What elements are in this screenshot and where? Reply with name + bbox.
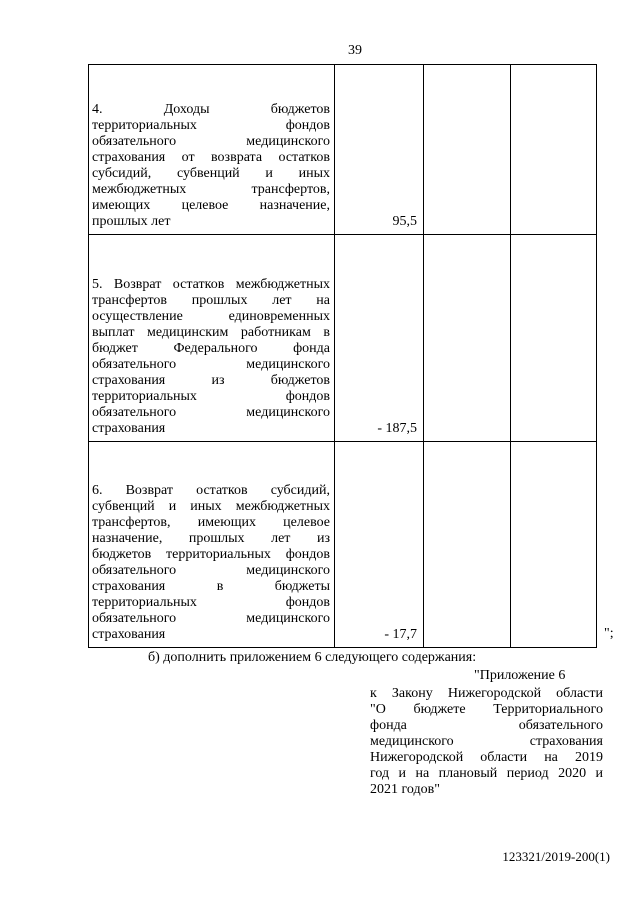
row-5-value: - 187,5	[377, 421, 417, 436]
description-line: субвенций и иных межбюджетных	[92, 499, 330, 514]
description-line: страхования	[92, 421, 166, 436]
appendix-line: "О бюджете Территориального	[370, 702, 603, 717]
table-row	[89, 442, 597, 648]
description-line: трансфертов прошлых лет на	[92, 293, 330, 308]
description-line: обязательного медицинского	[92, 357, 330, 372]
closing-mark: ";	[604, 626, 614, 641]
description-line: территориальных фондов	[92, 389, 330, 404]
description-line: обязательного медицинского	[92, 611, 330, 626]
row-6-value: - 17,7	[384, 627, 417, 642]
row-col3	[511, 442, 597, 648]
row-col3	[511, 65, 597, 235]
row-description	[89, 442, 335, 648]
description-line: 5. Возврат остатков межбюджетных	[92, 277, 330, 292]
description-line: осуществление единовременных	[92, 309, 330, 324]
row-6-text	[89, 459, 334, 647]
description-line: бюджетов территориальных фондов	[92, 547, 330, 562]
row-4-value: 95,5	[392, 214, 417, 229]
row-value	[335, 65, 424, 235]
description-line: прошлых лет	[92, 214, 171, 229]
appendix-reference	[370, 686, 603, 798]
description-line: бюджет Федерального фонда	[92, 341, 330, 356]
description-line: межбюджетных трансфертов,	[92, 182, 330, 197]
appendix-line: фонда обязательного	[370, 718, 603, 733]
appendix-line: Нижегородской области на 2019	[370, 750, 603, 765]
amendment-item-b: б) дополнить приложением 6 следующего содержания:	[148, 650, 477, 665]
description-line: обязательного медицинского	[92, 405, 330, 420]
description-line: имеющих целевое назначение,	[92, 198, 330, 213]
description-line: обязательного медицинского	[92, 563, 330, 578]
row-4-text	[89, 78, 334, 234]
description-line: субсидий, субвенций и иных	[92, 166, 330, 181]
page-number: 39	[348, 43, 362, 58]
description-line: выплат медицинским работникам в	[92, 325, 330, 340]
row-value	[335, 235, 424, 442]
description-line: территориальных фондов	[92, 595, 330, 610]
row-value	[335, 442, 424, 648]
budget-table	[88, 64, 597, 648]
description-line: трансфертов, имеющих целевое	[92, 515, 330, 530]
document-code: 123321/2019-200(1)	[502, 849, 610, 864]
row-col2	[424, 442, 511, 648]
row-description	[89, 235, 335, 442]
table-row	[89, 235, 597, 442]
appendix-line: к Закону Нижегородской области	[370, 686, 603, 701]
row-col3	[511, 235, 597, 442]
description-line: страхования в бюджеты	[92, 579, 330, 594]
appendix-line: медицинского страхования	[370, 734, 603, 749]
description-line: 4. Доходы бюджетов	[92, 102, 330, 117]
appendix-title: "Приложение 6	[474, 668, 566, 683]
appendix-line: год и на плановый период 2020 и	[370, 766, 603, 781]
row-col2	[424, 65, 511, 235]
row-5-text	[89, 253, 334, 441]
appendix-line: 2021 годов"	[370, 782, 440, 797]
description-line: страхования из бюджетов	[92, 373, 330, 388]
description-line: страхования	[92, 627, 166, 642]
row-description	[89, 65, 335, 235]
row-col2	[424, 235, 511, 442]
description-line: страхования от возврата остатков	[92, 150, 330, 165]
table-row	[89, 65, 597, 235]
description-line: территориальных фондов	[92, 118, 330, 133]
description-line: 6. Возврат остатков субсидий,	[92, 483, 330, 498]
description-line: назначение, прошлых лет из	[92, 531, 330, 546]
description-line: обязательного медицинского	[92, 134, 330, 149]
